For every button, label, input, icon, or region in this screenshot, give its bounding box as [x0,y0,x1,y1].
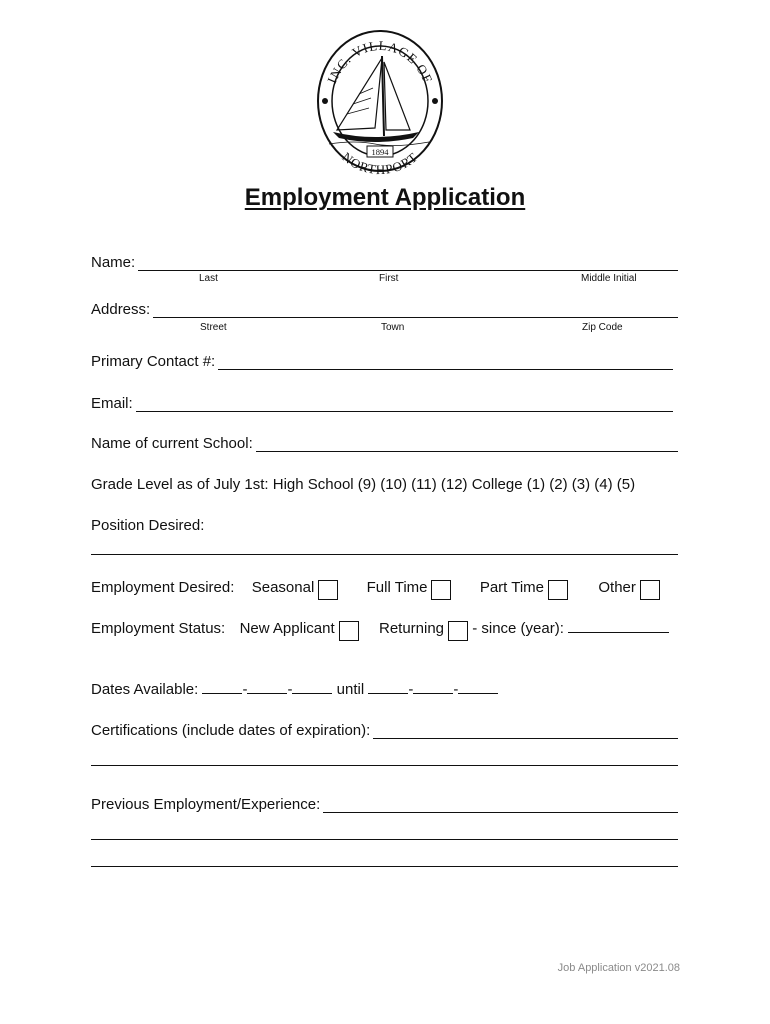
email-input-line[interactable] [136,397,673,412]
start-month-line[interactable] [202,681,242,694]
certifications-input-line[interactable] [373,724,678,739]
name-sub-first: First [379,273,399,284]
name-field[interactable] [91,254,678,271]
employment-desired-row [91,578,678,598]
contact-field[interactable] [91,353,673,370]
name-input-line[interactable] [138,256,678,271]
previous-employment-field[interactable] [91,796,678,813]
address-sub-zip: Zip Code [582,322,623,333]
until-label: until [336,681,365,698]
page-title: Employment Application [244,184,526,211]
name-sub-last: Last [199,273,218,284]
email-label: Email: [91,395,133,412]
school-field[interactable] [91,435,678,452]
address-label: Address: [91,301,151,318]
end-month-line[interactable] [368,681,408,694]
new-applicant-checkbox[interactable] [339,621,359,641]
contact-label: Primary Contact #: [91,353,216,370]
name-label: Name: [91,254,136,271]
school-input-line[interactable] [256,437,678,452]
date-separator: - [408,681,414,698]
dates-available-row [91,681,678,698]
address-sub-street: Street [200,322,227,333]
position-input-line[interactable] [91,540,678,555]
email-field[interactable] [91,395,673,412]
address-sub-town: Town [381,322,405,333]
employment-desired-label: Employment Desired: [91,578,235,596]
name-sub-middle: Middle Initial [581,273,637,284]
end-day-line[interactable] [413,681,453,694]
version-footer: Job Application v2021.08 [557,962,680,974]
certifications-field[interactable] [91,722,678,739]
grade-level-text: Grade Level as of July 1st: High School (9) (10) (11) (12) College (1) (2) (3) (4) (5) [91,476,636,493]
end-year-line[interactable] [458,681,498,694]
option-seasonal-label: Seasonal [251,578,315,596]
previous-employment-extra-line-1[interactable] [91,825,678,840]
option-other-label: Other [598,578,636,596]
dates-available-label: Dates Available: [91,681,199,698]
option-returning-label: Returning [378,619,445,637]
certifications-extra-line[interactable] [91,751,678,766]
school-label: Name of current School: [91,435,253,452]
returning-checkbox[interactable] [448,621,468,641]
previous-employment-extra-line-2[interactable] [91,852,678,867]
employment-status-row [91,619,678,639]
option-part-time-label: Part Time [479,578,545,596]
since-year-label: - since (year): [472,619,564,637]
since-year-input-line[interactable] [568,620,669,633]
option-full-time-label: Full Time [366,578,428,596]
start-day-line[interactable] [247,681,287,694]
full-time-checkbox[interactable] [431,580,451,600]
date-separator: - [242,681,248,698]
position-label: Position Desired: [91,517,205,534]
seasonal-checkbox[interactable] [318,580,338,600]
previous-employment-label: Previous Employment/Experience: [91,796,321,813]
contact-input-line[interactable] [218,355,673,370]
address-field[interactable] [91,301,678,318]
other-checkbox[interactable] [640,580,660,600]
svg-text:INC. VILLAGE OF: INC. VILLAGE OF [324,37,436,86]
date-separator: - [453,681,459,698]
address-input-line[interactable] [153,303,678,318]
part-time-checkbox[interactable] [548,580,568,600]
date-separator: - [287,681,293,698]
village-seal-logo [315,28,445,176]
svg-text:NORTHPORT: NORTHPORT [339,149,421,176]
employment-status-label: Employment Status: [91,619,226,637]
option-new-applicant-label: New Applicant [239,619,335,637]
svg-text:1894: 1894 [371,147,389,157]
certifications-label: Certifications (include dates of expiration): [91,722,371,739]
previous-employment-input-line[interactable] [323,798,678,813]
start-year-line[interactable] [292,681,332,694]
